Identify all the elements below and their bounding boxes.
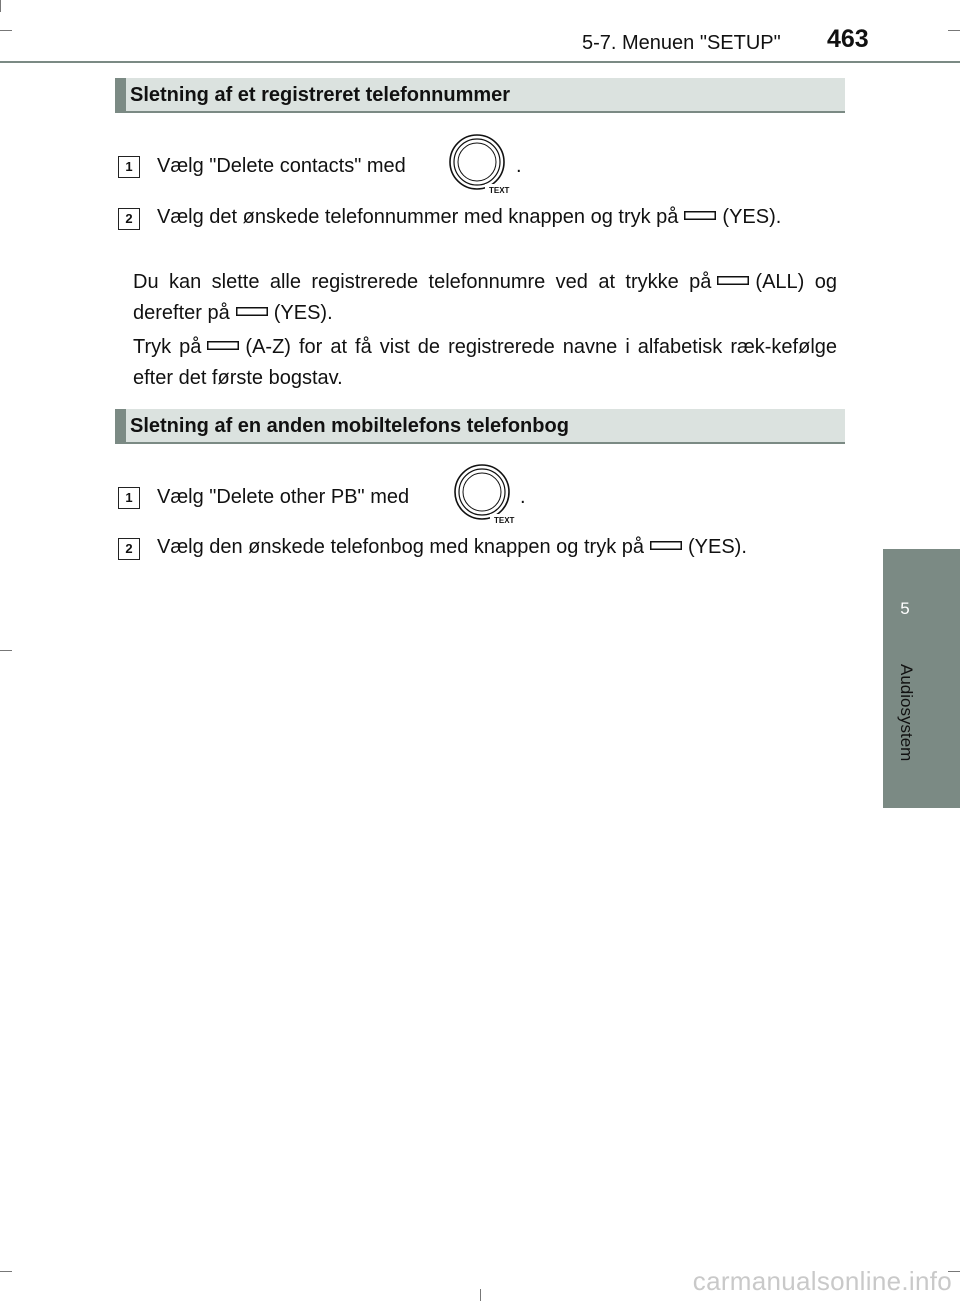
step-text-part: Vælg "Delete other PB" med — [157, 486, 410, 508]
crop-mark — [0, 1271, 12, 1272]
step-text — [157, 483, 409, 511]
step-number-badge: 1 — [118, 487, 140, 509]
tune-text-knob-icon — [447, 133, 511, 197]
knob-label: TEXT — [489, 186, 510, 195]
note-text-part: (A-Z) for at få vist de registrerede navne i alfabetisk ræk-kefølge efter det første bogstav. — [133, 336, 838, 389]
step-number-badge: 2 — [118, 538, 140, 560]
page-number: 463 — [827, 25, 869, 53]
step-number-badge: 1 — [118, 156, 140, 178]
preset-button-icon — [236, 307, 268, 316]
note-text-part: (ALL) og derefter på — [133, 271, 837, 324]
crop-mark — [0, 650, 12, 651]
step-text-part: Vælg "Delete contacts" med — [157, 155, 406, 177]
step-text-part: Vælg den ønskede telefonbog med knappen og tryk på — [157, 536, 644, 558]
header-rule — [0, 61, 960, 63]
preset-button-icon — [684, 211, 716, 220]
step-text — [157, 533, 747, 561]
preset-button-icon — [207, 341, 239, 350]
knob-label: TEXT — [494, 516, 515, 525]
preset-button-icon — [650, 541, 682, 550]
section-heading — [115, 409, 845, 444]
section-heading-text: Sletning af et registreret telefonnummer — [130, 84, 511, 106]
crop-mark — [948, 30, 960, 31]
chapter-number: 5 — [900, 599, 910, 618]
step-text — [157, 202, 837, 233]
section-heading-text: Sletning af en anden mobiltelefons telefonbog — [130, 415, 569, 437]
section-heading — [115, 78, 845, 113]
watermark: carmanualsonline.info — [692, 1266, 952, 1296]
note-text — [133, 332, 837, 394]
chapter-label: Audiosystem — [897, 664, 916, 762]
note-text-part: Du kan slette alle registrerede telefonnumre ved at trykke på — [133, 271, 712, 293]
running-header: 5-7. Menuen "SETUP" — [582, 32, 781, 54]
step-text-part: (YES). — [722, 206, 782, 228]
note-text — [133, 267, 837, 329]
preset-button-icon — [717, 276, 749, 285]
note-text-part: Tryk på — [133, 336, 202, 358]
note-text-part: (YES). — [273, 302, 333, 324]
step-text-part: (YES). — [688, 536, 747, 558]
step-text-part: Vælg det ønskede telefonnummer med knappen og tryk på — [157, 206, 679, 228]
crop-mark — [0, 30, 12, 31]
step-number-badge: 2 — [118, 208, 140, 230]
step-text — [157, 152, 406, 180]
tune-text-knob-icon — [452, 463, 516, 527]
crop-mark — [480, 1289, 481, 1301]
step-text-end: . — [516, 155, 522, 177]
step-text-end: . — [520, 486, 526, 508]
chapter-tab — [883, 549, 960, 808]
crop-mark — [0, 0, 1, 12]
